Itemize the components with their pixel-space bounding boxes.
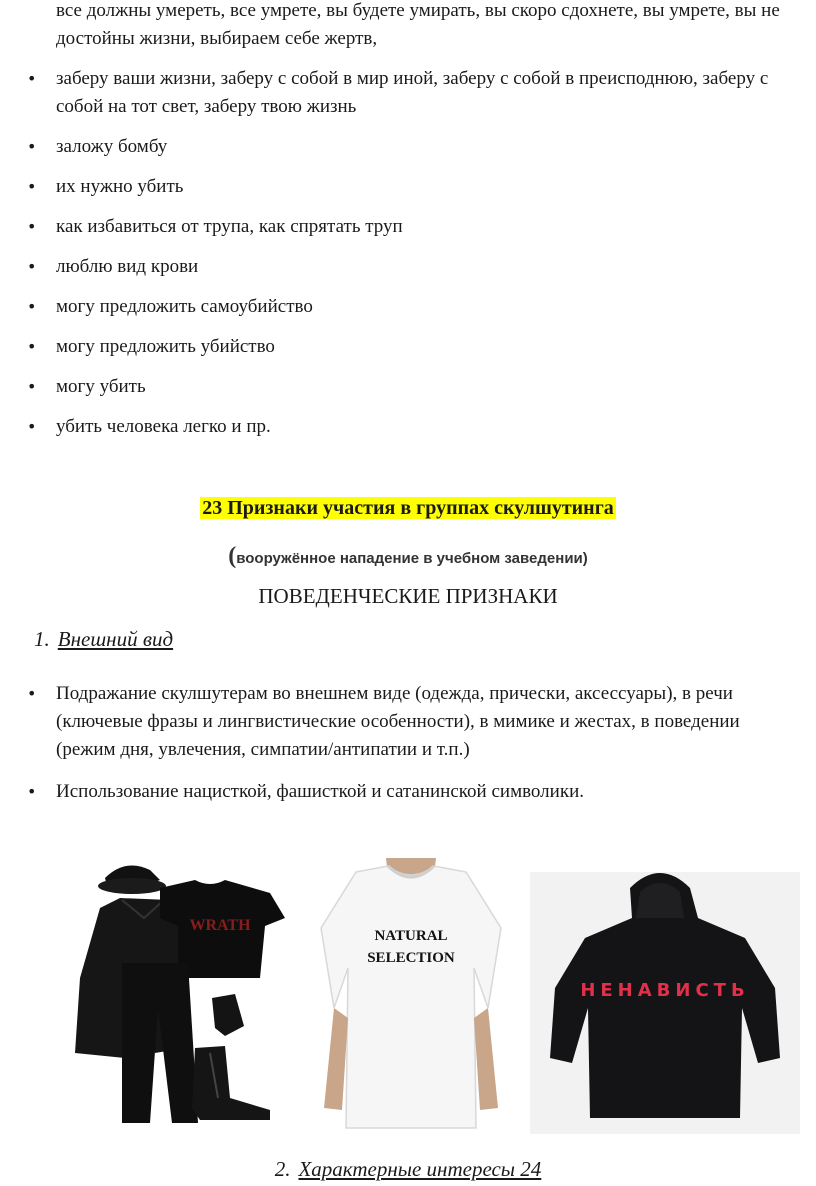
section-2-title: 2. Характерные интересы 24	[274, 1157, 542, 1181]
list-item: • могу предложить убийство	[0, 333, 816, 361]
appearance-list	[0, 680, 816, 820]
hate-hoodie-image	[530, 858, 800, 1138]
section-subheading: (вооружённое нападение в учебном заведении)	[228, 543, 588, 569]
gloves-icon	[212, 994, 244, 1036]
phrases-list	[0, 0, 816, 453]
bullet-icon: •	[27, 69, 37, 88]
bullet-icon: •	[27, 337, 37, 356]
list-item: • убить человека легко и пр.	[0, 413, 816, 441]
behavior-signs-title: ПОВЕДЕНЧЕСКИЕ ПРИЗНАКИ	[258, 584, 558, 608]
black-outfit-image	[60, 858, 290, 1138]
svg-text:НЕНАВИСТЬ: НЕНАВИСТЬ	[580, 980, 750, 1001]
list-item: • заберу ваши жизни, заберу с собой в мир иной, заберу с собой в преисподнюю, заберу с собой на тот свет, заберу твою жизнь	[0, 65, 816, 121]
section-1-title: 1. Внешний вид	[34, 627, 174, 651]
list-item: все должны умереть, все умрете, вы будете умирать, вы скоро сдохнете, вы умрете, вы не достойны жизни, выбираем себе жертв,	[56, 0, 780, 49]
svg-text:WRATH: WRATH	[189, 917, 251, 934]
bullet-icon: •	[27, 417, 37, 436]
list-item: • как избавиться от трупа, как спрятать труп	[0, 213, 816, 241]
list-item: • заложу бомбу	[0, 133, 816, 161]
boot-icon	[192, 1046, 270, 1120]
bullet-icon: •	[27, 684, 37, 703]
svg-text:SELECTION: SELECTION	[367, 950, 455, 966]
bullet-icon: •	[27, 297, 37, 316]
list-item: • Подражание скулшутерам во внешнем виде (одежда, прически, аксессуары), в речи (ключевые фразы и лингвистические особенности), в мимике и жестах, в поведении (режим дня, увлечения, симпатии/антипатии и т.п.)	[0, 680, 816, 764]
bullet-icon: •	[27, 377, 37, 396]
bullet-icon: •	[27, 782, 37, 801]
bullet-icon: •	[27, 177, 37, 196]
bullet-icon: •	[27, 217, 37, 236]
list-item: • могу предложить самоубийство	[0, 293, 816, 321]
list-item: • Использование нацисткой, фашисткой и сатанинской символики.	[0, 778, 816, 806]
natural-selection-tshirt-image	[316, 858, 506, 1138]
white-tshirt-icon	[321, 866, 501, 1128]
list-item: • могу убить	[0, 373, 816, 401]
list-item: • их нужно убить	[0, 173, 816, 201]
list-item: • люблю вид крови	[0, 253, 816, 281]
section-heading: 23 Признаки участия в группах скулшутинга	[202, 497, 614, 519]
svg-text:NATURAL: NATURAL	[374, 928, 448, 944]
bullet-icon: •	[27, 257, 37, 276]
bullet-icon: •	[27, 137, 37, 156]
